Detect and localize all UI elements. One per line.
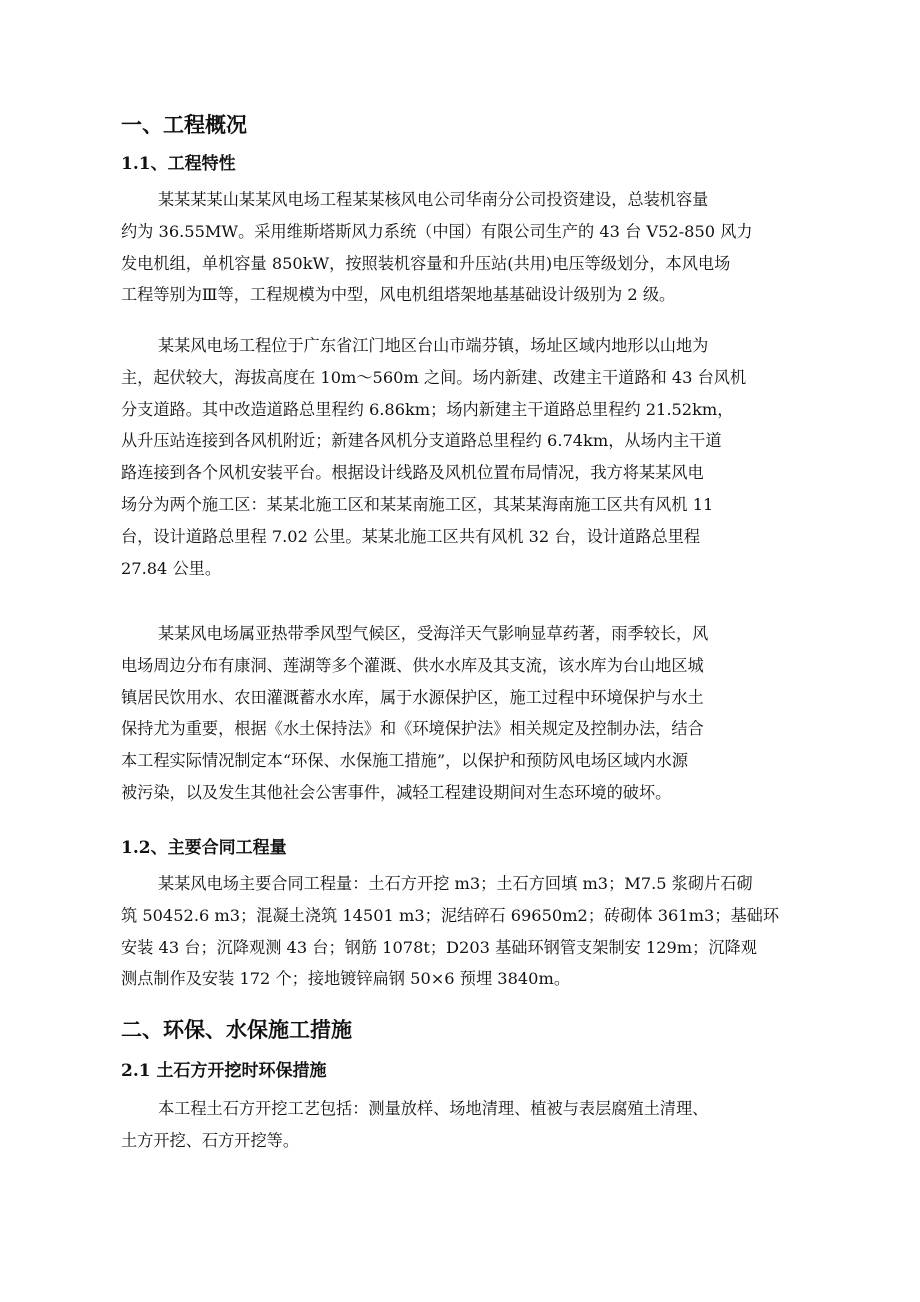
- text-line: 某某某某山某某风电场工程某某核风电公司华南分公司投资建设，总装机容量: [158, 190, 709, 209]
- text-line: 土方开挖、石方开挖等。: [121, 1130, 300, 1150]
- text-line: 分支道路。其中改造道路总里程约 6.86km；场内新建主干道路总里程约 21.52km，: [121, 399, 734, 419]
- paragraph-excavation-process: [121, 1093, 801, 1157]
- text-line: 主，起伏较大，海拔高度在 10m～560m 之间。场内新建、改建主干道路和 43 台风机: [121, 367, 747, 387]
- text-line: 发电机组，单机容量 850kW，按照装机容量和升压站(共用)电压等级划分，本风电场: [121, 253, 731, 273]
- section-heading-2: 二、环保、水保施工措施: [121, 1017, 352, 1042]
- text-line: 场分为两个施工区：某某北施工区和某某南施工区，其某某海南施工区共有风机 11: [121, 494, 714, 514]
- text-line: 从升压站连接到各风机附近；新建各风机分支道路总里程约 6.74km，从场内主干道: [121, 431, 722, 451]
- subsection-heading-1-2: 1.2、主要合同工程量: [121, 838, 287, 858]
- text-line: 27.84 公里。: [121, 558, 222, 578]
- text-line: 约为 36.55MW。采用维斯塔斯风力系统（中国）有限公司生产的 43 台 V52-850 风力: [121, 221, 753, 241]
- paragraph-contract-quantities: [121, 868, 801, 995]
- text-line: 某某风电场工程位于广东省江门地区台山市端芬镇，场址区域内地形以山地为: [158, 336, 709, 355]
- text-line: 台，设计道路总里程 7.02 公里。某某北施工区共有风机 32 台，设计道路总里程: [121, 526, 701, 546]
- text-line: 被污染，以及发生其他社会公害事件，减轻工程建设期间对生态环境的破坏。: [121, 782, 672, 802]
- text-line: 本工程实际情况制定本“环保、水保施工措施”，以保护和预防风电场区域内水源: [121, 751, 688, 771]
- text-line: 筑 50452.6 m3；混凝土浇筑 14501 m3；泥结碎石 69650m2；砖砌体 361m3；基础环: [121, 905, 780, 925]
- text-line: 保持尤为重要，根据《水土保持法》和《环境保护法》相关规定及控制办法，结合: [121, 719, 704, 739]
- text-line: 路连接到各个风机安装平台。根据设计线路及风机位置布局情况，我方将某某风电: [121, 463, 704, 483]
- text-line: 测点制作及安装 172 个；接地镀锌扁钢 50×6 预埋 3840m。: [121, 969, 571, 989]
- paragraph-project-overview: [121, 184, 801, 311]
- text-line: 某某风电场主要合同工程量：土石方开挖 m3；土石方回填 m3；M7.5 浆砌片石砌: [158, 874, 753, 893]
- text-line: 工程等别为Ⅲ等，工程规模为中型，风电机组塔架地基基础设计级别为 2 级。: [121, 285, 676, 305]
- section-heading-1: 一、工程概况: [121, 112, 247, 137]
- subsection-heading-2-1: 2.1 土石方开挖时环保措施: [121, 1061, 327, 1081]
- paragraph-site-location: [121, 330, 801, 584]
- paragraph-climate-environment: [121, 618, 801, 809]
- text-line: 电场周边分布有康洞、莲湖等多个灌溉、供水水库及其支流，该水库为台山地区城: [121, 655, 704, 675]
- text-line: 镇居民饮用水、农田灌溉蓄水水库，属于水源保护区，施工过程中环境保护与水土: [121, 687, 704, 707]
- text-line: 某某风电场属亚热带季风型气候区，受海洋天气影响显草药著，雨季较长，风: [158, 624, 709, 643]
- subsection-heading-1-1: 1.1、工程特性: [121, 154, 236, 174]
- text-line: 安装 43 台；沉降观测 43 台；钢筋 1078t；D203 基础环钢管支架制安 129m；沉降观: [121, 937, 757, 957]
- text-line: 本工程土石方开挖工艺包括：测量放样、场地清理、植被与表层腐殖土清理、: [158, 1099, 709, 1118]
